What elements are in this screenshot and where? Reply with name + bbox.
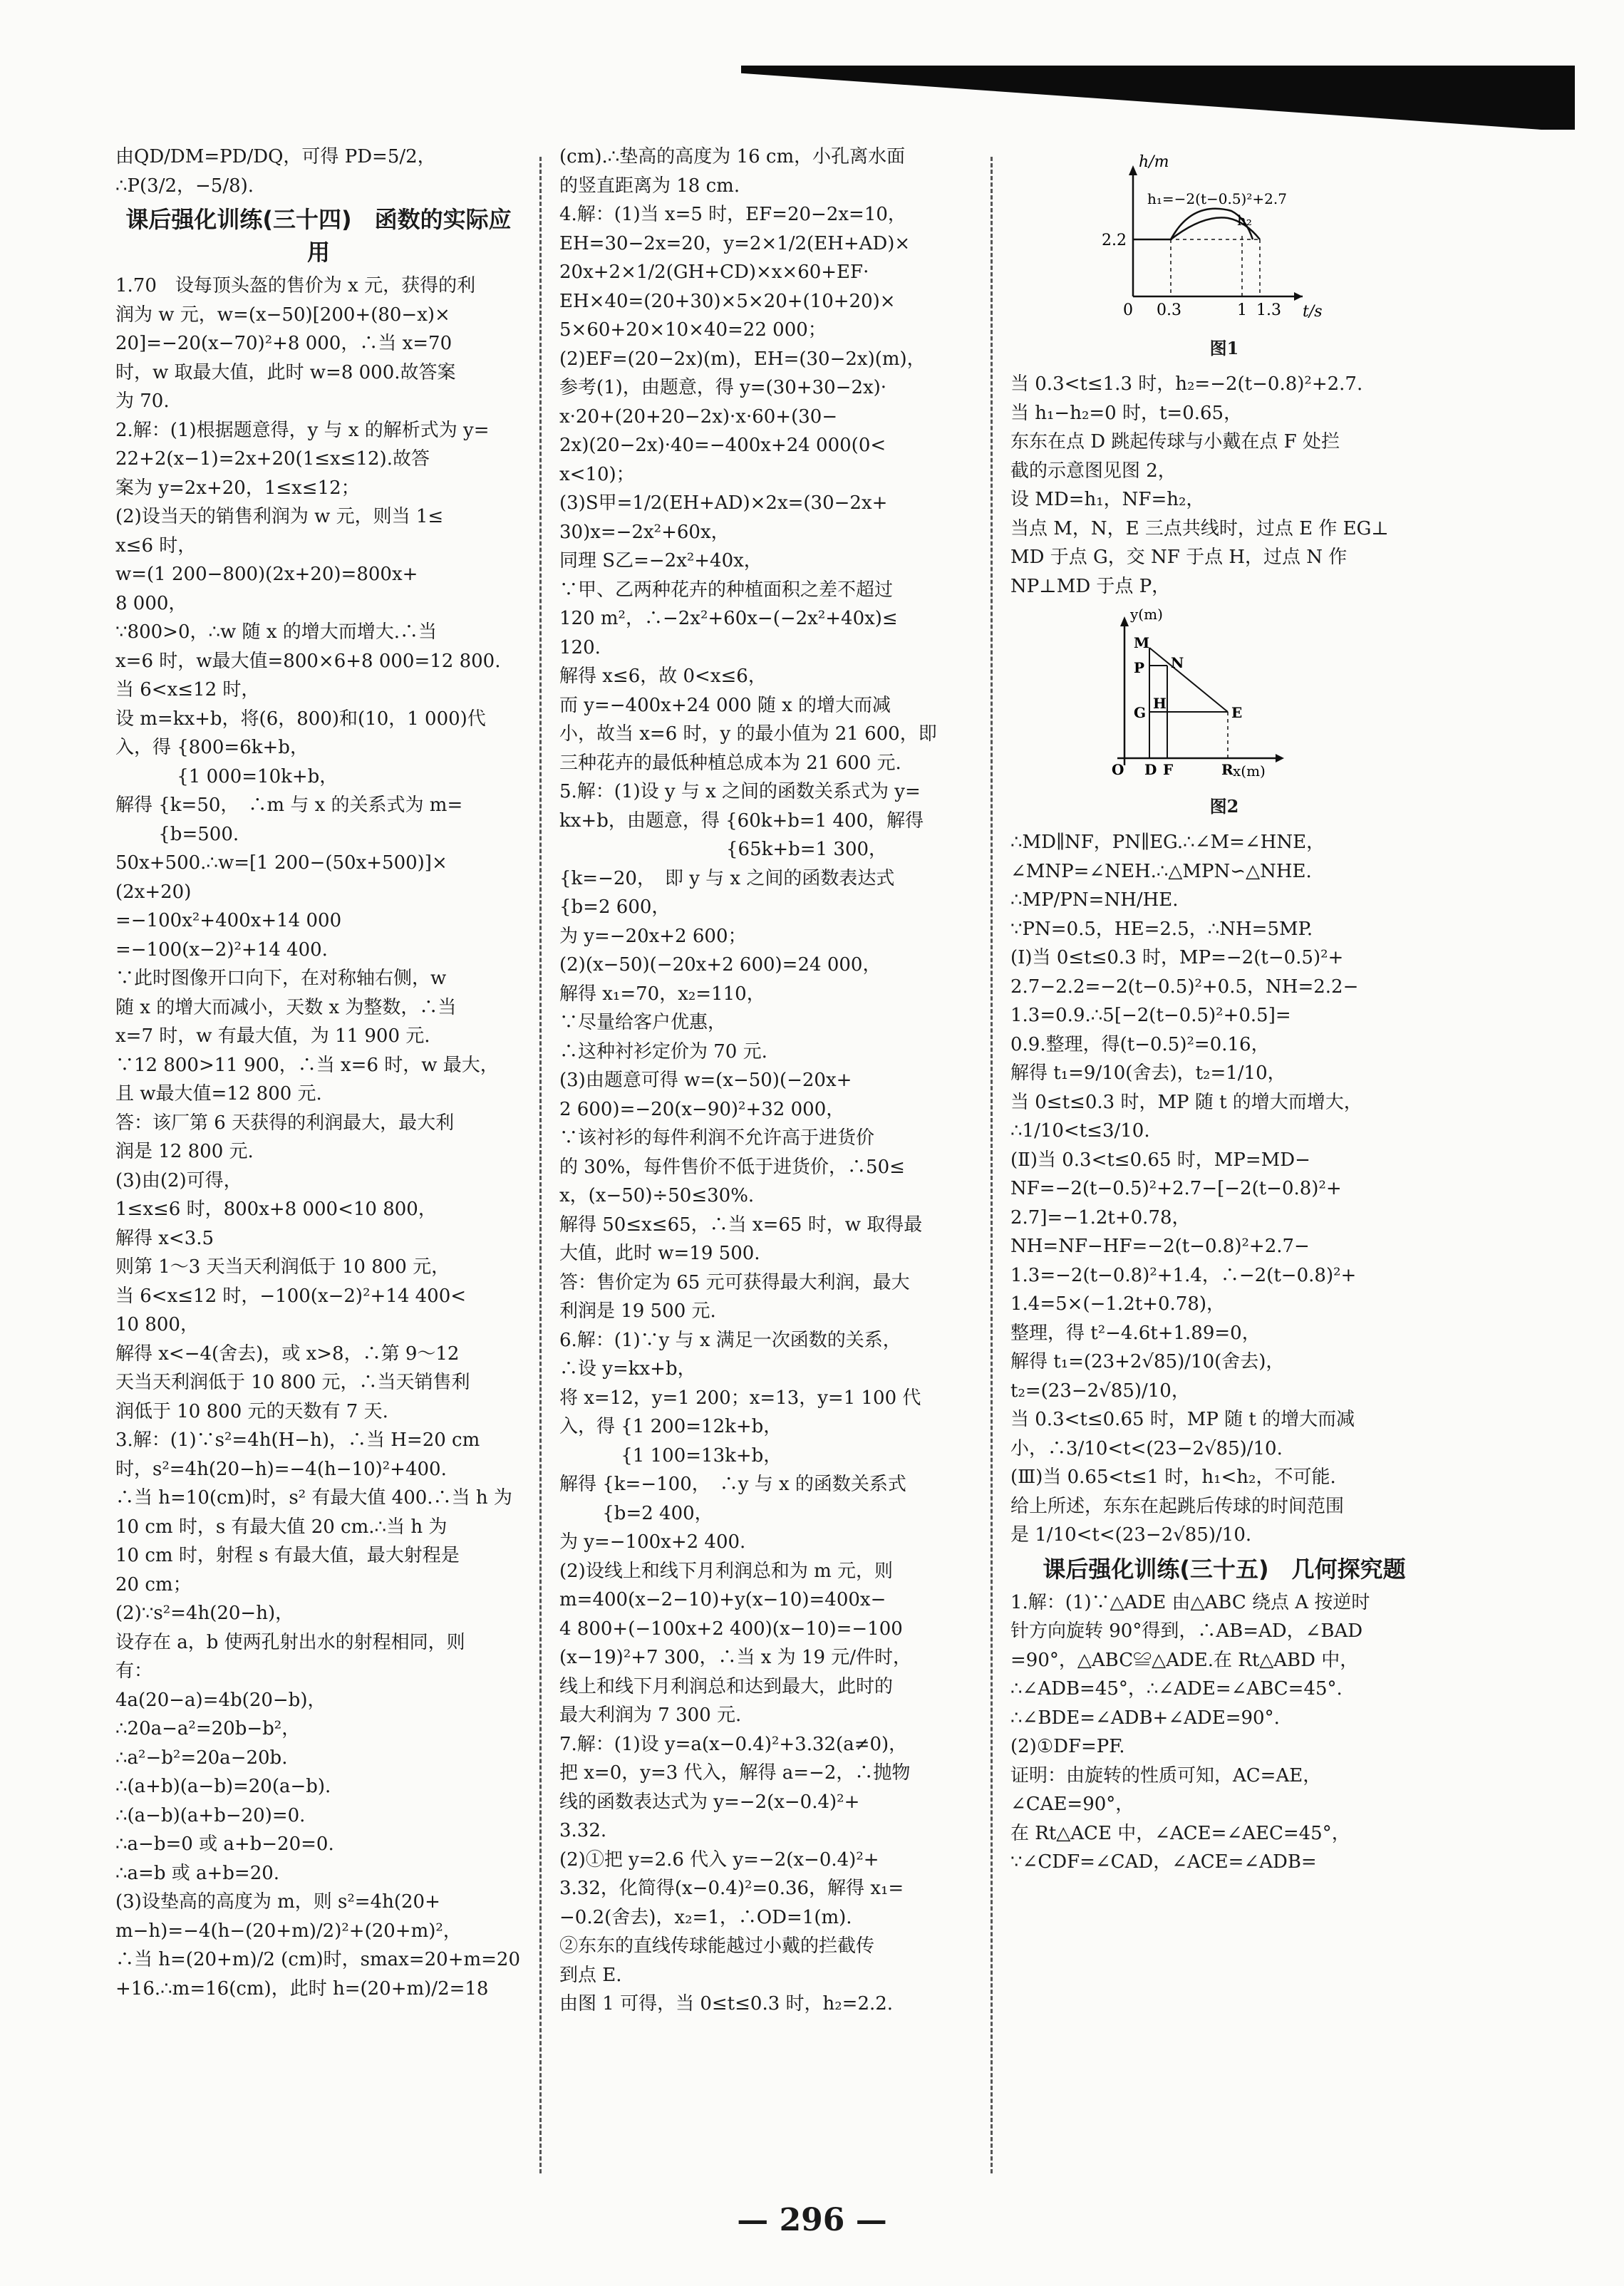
text-line: x=6 时，w最大值=800×6+8 000=12 800. <box>115 650 501 672</box>
text-line: ∴MD∥NF，PN∥EG.∴∠M=∠HNE， <box>1010 832 1325 853</box>
text-line: (Ⅰ)当 0≤t≤0.3 时，MP=−2(t−0.5)²+ <box>1010 947 1344 968</box>
x-arrow-icon <box>1294 292 1303 301</box>
figure-2-caption: 图2 <box>1209 795 1239 817</box>
text-line: {b=500. <box>115 823 239 845</box>
x-tick-label: 0.3 <box>1157 301 1181 319</box>
text-line: 解得 {k=−100， ∴y 与 x 的函数关系式 <box>559 1474 906 1495</box>
text-line: 为 70. <box>115 391 170 412</box>
text-line: 3.解：(1)∵s²=4h(H−h)，∴当 H=20 cm <box>115 1429 480 1451</box>
text-line: 20]=−20(x−70)²+8 000，∴当 x=70 <box>115 333 452 354</box>
text-line: 三种花卉的最低种植总成本为 21 600 元. <box>559 752 901 774</box>
text-line: ∴20a−a²=20b−b²， <box>115 1718 301 1739</box>
text-line: ∵该衬衫的每件利润不允许高于进货价 <box>559 1127 875 1149</box>
text-line: ∵12 800>11 900，∴当 x=6 时，w 最大， <box>115 1054 499 1076</box>
text-line: 而 y=−400x+24 000 随 x 的增大而减 <box>559 694 891 716</box>
text-line: (3)设垫高的高度为 m，则 s²=4h(20+ <box>115 1891 440 1913</box>
text-line: 1.3=−2(t−0.8)²+1.4，∴−2(t−0.8)²+ <box>1010 1264 1357 1286</box>
text-line: 解得 t₁=(23+2√85)/10(舍去)， <box>1010 1351 1285 1372</box>
text-line: 线上和线下月利润总和达到最大，此时的 <box>559 1675 894 1697</box>
text-line: 2.7]=−1.2t+0.78， <box>1010 1206 1191 1229</box>
text-line: 当 0≤t≤0.3 时，MP 随 t 的增大而增大， <box>1010 1091 1362 1113</box>
text-line: 设 m=kx+b，将(6，800)和(10，1 000)代 <box>115 708 486 730</box>
text-line: 润是 12 800 元. <box>115 1141 254 1162</box>
figure-1-caption: 图1 <box>1209 337 1239 358</box>
text-line: 当 6<x≤12 时，−100(x−2)²+14 400< <box>115 1285 467 1307</box>
text-line: 2.7−2.2=−2(t−0.5)²+0.5，NH=2.2− <box>1010 976 1359 998</box>
text-line: ∴当 h=(20+m)/2 (cm)时，smax=20+m=20 <box>115 1949 521 1970</box>
text-line: (2)①DF=PF. <box>1010 1736 1125 1757</box>
text-line: ∵PN=0.5，HE=2.5，∴NH=5MP. <box>1010 918 1313 940</box>
text-line: 最大利润为 7 300 元. <box>559 1705 742 1726</box>
text-line: ∴(a+b)(a−b)=20(a−b). <box>115 1776 331 1797</box>
answer-lines <box>115 143 522 200</box>
text-line: 证明：由旋转的性质可知，AC=AE， <box>1010 1764 1322 1786</box>
point-label: R <box>1221 761 1233 778</box>
text-line: w=(1 200−800)(2x+20)=800x+ <box>115 564 418 585</box>
text-line: ∵∠CDF=∠CAD，∠ACE=∠ADB= <box>1010 1851 1317 1873</box>
y-arrow-icon <box>1129 165 1137 175</box>
text-line: {k=−20， 即 y 与 x 之间的函数表达式 <box>559 867 895 889</box>
y-tick-label: 2.2 <box>1102 232 1127 249</box>
text-line: x<10)； <box>559 463 635 485</box>
text-line: ∵此时图像开口向下，在对称轴右侧，w <box>115 968 447 989</box>
text-line: MD 于点 G，交 NF 于点 H，过点 N 作 <box>1010 547 1348 568</box>
text-line: 5×60+20×10×40=22 000； <box>559 319 827 341</box>
text-line: {b=2 600， <box>559 896 671 918</box>
text-line: 1.70 设每顶头盔的售价为 x 元，获得的利 <box>115 275 476 296</box>
text-line: 22+2(x−1)=2x+20(1≤x≤12).故答 <box>115 448 430 470</box>
text-line: 给上所述，东东在起跳后传球的时间范围 <box>1010 1495 1345 1517</box>
curve-h1 <box>1133 209 1253 239</box>
text-line: t₂=(23−2√85)/10， <box>1010 1380 1190 1402</box>
column-1 <box>115 143 522 2003</box>
text-line: =−100x²+400x+14 000 <box>115 910 342 931</box>
text-line: 为 y=−100x+2 400. <box>559 1531 746 1553</box>
text-line: x，(x−50)÷50≤30%. <box>559 1185 755 1206</box>
text-line: NP⊥MD 于点 P， <box>1010 575 1171 597</box>
text-line: 3.32，化简得(x−0.4)²=0.36，解得 x₁= <box>559 1878 904 1899</box>
text-line: 针方向旋转 90°得到，∴AB=AD，∠BAD <box>1010 1620 1363 1642</box>
text-line: 解得 x≤6，故 0<x≤6， <box>559 666 767 687</box>
text-line: 4 800+(−100x+2 400)(x−10)=−100 <box>559 1618 903 1640</box>
text-line: 当 0.3<t≤1.3 时，h₂=−2(t−0.8)²+2.7. <box>1010 373 1363 395</box>
text-line: (3)由题意可得 w=(x−50)(−20x+ <box>559 1070 852 1091</box>
text-line: 8 000， <box>115 592 187 614</box>
text-line: NF=−2(t−0.5)²+2.7−[−2(t−0.8)²+ <box>1010 1178 1342 1199</box>
text-line: ∵800>0，∴w 随 x 的增大而增大.∴当 <box>115 621 438 643</box>
text-line: =−100(x−2)²+14 400. <box>115 938 328 961</box>
point-label: M <box>1134 634 1150 651</box>
text-line: 且 w最大值=12 800 元. <box>115 1083 322 1105</box>
text-line: 时，w 取最大值，此时 w=8 000.故答案 <box>115 361 456 383</box>
x-tick-label: 0 <box>1123 301 1133 319</box>
text-line: 解得 x<−4(舍去)，或 x>8，∴第 9～12 <box>115 1343 460 1365</box>
text-line: 的竖直距离为 18 cm. <box>559 175 740 197</box>
text-line: 线的函数表达式为 y=−2(x−0.4)²+ <box>559 1791 860 1813</box>
y-axis-label: y(m) <box>1130 606 1163 623</box>
text-line: ∴∠ADB=45°，∴∠ADE=∠ABC=45°. <box>1010 1678 1343 1700</box>
text-line: 4a(20−a)=4b(20−b)， <box>115 1689 326 1711</box>
point-label: H <box>1153 695 1167 712</box>
text-line: 的 30%，每件售价不低于进货价，∴50≤ <box>559 1156 905 1178</box>
column-divider <box>991 157 993 2173</box>
text-line: 小，∴3/10<t<(23−2√85)/10. <box>1010 1437 1283 1459</box>
text-line: ∠MNP=∠NEH.∴△MPN∽△NHE. <box>1010 860 1312 882</box>
text-line: 解得 t₁=9/10(舍去)，t₂=1/10， <box>1010 1062 1286 1084</box>
point-label: O <box>1112 761 1124 778</box>
text-line: ∴a−b=0 或 a+b−20=0. <box>115 1834 334 1855</box>
text-line: NH=NF−HF=−2(t−0.8)²+2.7− <box>1010 1236 1310 1257</box>
text-line: ∴1/10<t≤3/10. <box>1010 1120 1150 1142</box>
text-line: 则第 1～3 天当天利润低于 10 800 元， <box>115 1256 450 1278</box>
text-line: 设 MD=h₁，NF=h₂， <box>1010 489 1205 510</box>
text-line: ∴a=b 或 a+b=20. <box>115 1862 280 1884</box>
text-line: 为 y=−20x+2 600； <box>559 925 747 947</box>
text-line: 利润是 19 500 元. <box>559 1300 716 1322</box>
text-line: 时，s²=4h(20−h)=−4(h−10)²+400. <box>115 1458 447 1480</box>
text-line: 2x)(20−2x)·40=−400x+24 000(0< <box>559 435 886 456</box>
text-line: EH=30−2x=20，y=2×1/2(EH+AD)× <box>559 232 911 254</box>
text-line: 将 x=12，y=1 200；x=13，y=1 100 代 <box>559 1387 921 1409</box>
text-line: ∵甲、乙两种花卉的种植面积之差不超过 <box>559 579 894 601</box>
text-line: 解得 x<3.5 <box>115 1227 214 1249</box>
text-line: 7.解：(1)设 y=a(x−0.4)²+3.32(a≠0)， <box>559 1733 908 1755</box>
text-line: 4.解：(1)当 x=5 时，EF=20−2x=10， <box>559 204 906 225</box>
point-label: E <box>1231 704 1243 721</box>
column-2 <box>559 143 966 2019</box>
y-arrow-icon <box>1120 616 1129 626</box>
text-line: (2x+20) <box>115 881 192 903</box>
text-line: 天当天利润低于 10 800 元，∴当天销售利 <box>115 1372 470 1393</box>
section-title-35: 课后强化训练(三十五) 几何探究题 <box>1043 1555 1406 1583</box>
text-line: 当 h₁−h₂=0 时，t=0.65， <box>1010 402 1243 424</box>
point-label: D <box>1144 761 1157 778</box>
text-line: ②东东的直线传球能越过小戴的拦截传 <box>559 1935 875 1957</box>
text-line: 解得 50≤x≤65，∴当 x=65 时，w 取得最 <box>559 1214 923 1236</box>
text-line: 答：售价定为 65 元可获得最大利润，最大 <box>559 1271 910 1293</box>
x-axis-label: t/s <box>1303 303 1323 321</box>
text-line: 润为 w 元，w=(x−50)[200+(80−x)× <box>115 304 450 326</box>
text-line: m=400(x−2−10)+y(x−10)=400x− <box>559 1589 886 1610</box>
text-line: (Ⅱ)当 0.3<t≤0.65 时，MP=MD− <box>1010 1149 1310 1171</box>
text-line: {1 100=13k+b， <box>559 1444 782 1467</box>
header-black-band <box>741 66 1575 130</box>
text-line: 10 800， <box>115 1314 199 1335</box>
text-line: 解得 {k=50， ∴m 与 x 的关系式为 m= <box>115 795 463 816</box>
text-line: 6.解：(1)∵y 与 x 满足一次函数的关系， <box>559 1329 901 1351</box>
text-line: (2)设线上和线下月利润总和为 m 元，则 <box>559 1560 894 1582</box>
text-line: 东东在点 D 跳起传球与小戴在点 F 处拦 <box>1010 431 1340 452</box>
section-title-34: 课后强化训练(三十四) 函数的实际应用 <box>125 206 512 266</box>
text-line: 20 cm； <box>115 1573 192 1595</box>
text-line: 到点 E. <box>559 1964 622 1986</box>
text-line: 3.32. <box>559 1820 607 1841</box>
text-line: −0.2(舍去)，x₂=1，∴OD=1(m). <box>559 1906 852 1928</box>
x-arrow-icon <box>1276 754 1284 762</box>
text-line: (cm).∴垫高的高度为 16 cm，小孔离水面 <box>559 146 906 167</box>
text-line: 30)x=−2x²+60x， <box>559 521 730 543</box>
answer-lines <box>115 271 522 2003</box>
curve-label: h₁=−2(t−0.5)²+2.7 <box>1147 190 1287 207</box>
text-line: x≤6 时， <box>115 534 197 557</box>
text-line: 1.4=5×(−1.2t+0.78)， <box>1010 1293 1226 1315</box>
y-axis-label: h/m <box>1139 153 1169 171</box>
text-line: 由图 1 可得，当 0≤t≤0.3 时，h₂=2.2. <box>559 1993 894 2015</box>
h2-label: h₂ <box>1237 212 1252 229</box>
point-label: P <box>1134 659 1145 676</box>
answer-lines <box>1010 828 1438 1550</box>
text-line: 是 1/10<t<(23−2√85)/10. <box>1010 1524 1252 1546</box>
text-line: 入，得 {1 200=12k+b， <box>559 1416 782 1437</box>
text-line: 大值，此时 w=19 500. <box>559 1243 760 1264</box>
text-line: 10 cm 时，射程 s 有最大值，最大射程是 <box>115 1545 460 1566</box>
text-line: 截的示意图见图 2， <box>1010 460 1176 482</box>
text-line: 50x+500.∴w=[1 200−(50x+500)]× <box>115 852 448 874</box>
text-line: 1.3=0.9.∴5[−2(t−0.5)²+0.5]= <box>1010 1005 1291 1026</box>
text-line: 入，得 {800=6k+b， <box>115 737 309 758</box>
text-line: 当点 M，N，E 三点共线时，过点 E 作 EG⊥ <box>1010 517 1389 539</box>
text-line: 120. <box>559 636 601 658</box>
text-line: ∴MP/PN=NH/HE. <box>1010 889 1179 911</box>
text-line: (2)设当天的销售利润为 w 元，则当 1≤ <box>115 506 444 527</box>
text-line: (Ⅲ)当 0.65<t≤1 时，h₁<h₂，不可能. <box>1010 1467 1336 1488</box>
text-line: {1 000=10k+b， <box>115 765 338 787</box>
text-line: ∴P(3/2，−5/8). <box>115 175 254 197</box>
text-line: 120 m²，∴−2x²+60x−(−2x²+40x)≤ <box>559 608 898 629</box>
point-label: F <box>1163 761 1174 778</box>
text-line: EH×40=(20+30)×5×20+(10+20)× <box>559 290 896 312</box>
text-line: 小，故当 x=6 时，y 的最小值为 21 600，即 <box>559 723 937 745</box>
text-line: ∴a²−b²=20a−20b. <box>115 1747 288 1769</box>
text-line: 答：该厂第 6 天获得的利润最大，最大利 <box>115 1112 455 1134</box>
text-line: 润低于 10 800 元的天数有 7 天. <box>115 1400 388 1422</box>
text-line: m−h)=−4(h−(20+m)/2)²+(20+m)²， <box>115 1920 462 1942</box>
x-tick-label: 1.3 <box>1256 301 1281 319</box>
text-line: (2)①把 y=2.6 代入 y=−2(x−0.4)²+ <box>559 1848 879 1871</box>
text-line: (3)S甲=1/2(EH+AD)×2x=(30−2x+ <box>559 492 888 514</box>
text-line: 1≤x≤6 时，800x+8 000<10 800， <box>115 1199 437 1220</box>
page-number: — 296 — <box>737 2202 887 2238</box>
text-line: 有： <box>115 1660 153 1682</box>
text-line: ∵尽量给客户优惠， <box>559 1012 727 1033</box>
answer-lines <box>559 143 966 2019</box>
text-line: (2)∵s²=4h(20−h)， <box>115 1603 294 1624</box>
text-line: 解得 x₁=70，x₂=110， <box>559 983 765 1005</box>
text-line: {65k+b=1 300， <box>559 839 888 860</box>
text-line: ∴这种衬衫定价为 70 元. <box>559 1040 767 1062</box>
text-line: 设存在 a，b 使两孔射出水的射程相同，则 <box>115 1631 465 1653</box>
text-line: 10 cm 时，s 有最大值 20 cm.∴当 h 为 <box>115 1516 448 1538</box>
text-line: ∴当 h=10(cm)时，s² 有最大值 400.∴当 h 为 <box>115 1487 512 1509</box>
text-line: 由QD/DM=PD/DQ，可得 PD=5/2， <box>115 146 436 167</box>
x-axis-label: x(m) <box>1233 762 1266 780</box>
text-line: ∴设 y=kx+b， <box>559 1358 696 1380</box>
text-line: 随 x 的增大而减小，天数 x 为整数，∴当 <box>115 996 457 1018</box>
text-line: x=7 时，w 有最大值，为 11 900 元. <box>115 1025 430 1047</box>
text-line: ∠CAE=90°， <box>1010 1794 1134 1815</box>
text-line: 5.解：(1)设 y 与 x 之间的函数关系式为 y= <box>559 781 921 802</box>
answer-lines <box>1010 370 1438 601</box>
text-line: 2 600)=−20(x−90)²+32 000， <box>559 1098 845 1120</box>
text-line: kx+b，由题意，得 {60k+b=1 400，解得 <box>559 810 924 832</box>
x-tick-label: 1 <box>1237 301 1247 319</box>
figure-1-graph <box>1010 147 1438 325</box>
text-line: 当 0.3<t≤0.65 时，MP 随 t 的增大而减 <box>1010 1409 1355 1430</box>
text-line: 当 6<x≤12 时， <box>115 679 260 700</box>
text-line: 20x+2×1/2(GH+CD)×x×60+EF· <box>559 262 869 283</box>
text-line: 把 x=0，y=3 代入，解得 a=−2，∴抛物 <box>559 1762 911 1784</box>
text-line: (2)EF=(20−2x)(m)，EH=(30−2x)(m)， <box>559 348 926 370</box>
text-line: 案为 y=2x+20，1≤x≤12； <box>115 477 360 499</box>
text-line: 参考(1)，由题意，得 y=(30+30−2x)· <box>559 377 887 398</box>
text-line: ∴(a−b)(a+b−20)=0. <box>115 1804 306 1826</box>
text-line: x·20+(20+20−2x)·x·60+(30− <box>559 405 838 428</box>
text-line: 同理 S乙=−2x²+40x， <box>559 550 762 572</box>
figure-1 <box>1010 147 1438 363</box>
point-label: N <box>1171 654 1184 671</box>
text-line: 2.解：(1)根据题意得，y 与 x 的解析式为 y= <box>115 419 490 441</box>
point-label: G <box>1134 704 1147 721</box>
answer-lines <box>1010 1588 1438 1877</box>
text-line: {b=2 400， <box>559 1502 713 1524</box>
text-line: (3)由(2)可得， <box>115 1169 242 1191</box>
text-line: ∴∠BDE=∠ADB+∠ADE=90°. <box>1010 1707 1280 1729</box>
text-line: 整理，得 t²−4.6t+1.89=0， <box>1010 1322 1261 1344</box>
text-line: =90°，△ABC≌△ADE.在 Rt△ABD 中， <box>1010 1649 1359 1671</box>
text-line: 在 Rt△ACE 中，∠ACE=∠AEC=45°， <box>1010 1822 1350 1844</box>
column-3 <box>1010 143 1438 1877</box>
text-line: +16.∴m=16(cm)，此时 h=(20+m)/2=18 <box>115 1977 489 2000</box>
text-line: 0.9.整理，得(t−0.5)²=0.16， <box>1010 1033 1270 1055</box>
figure-2-graph <box>1010 605 1438 783</box>
figure-2 <box>1010 605 1438 821</box>
column-divider <box>539 157 542 2173</box>
text-line: (2)(x−50)(−20x+2 600)=24 000， <box>559 954 881 976</box>
text-line: 1.解：(1)∵△ADE 由△ABC 绕点 A 按逆时 <box>1010 1591 1370 1613</box>
text-line: (x−19)²+7 300，∴当 x 为 19 元/件时， <box>559 1647 912 1668</box>
